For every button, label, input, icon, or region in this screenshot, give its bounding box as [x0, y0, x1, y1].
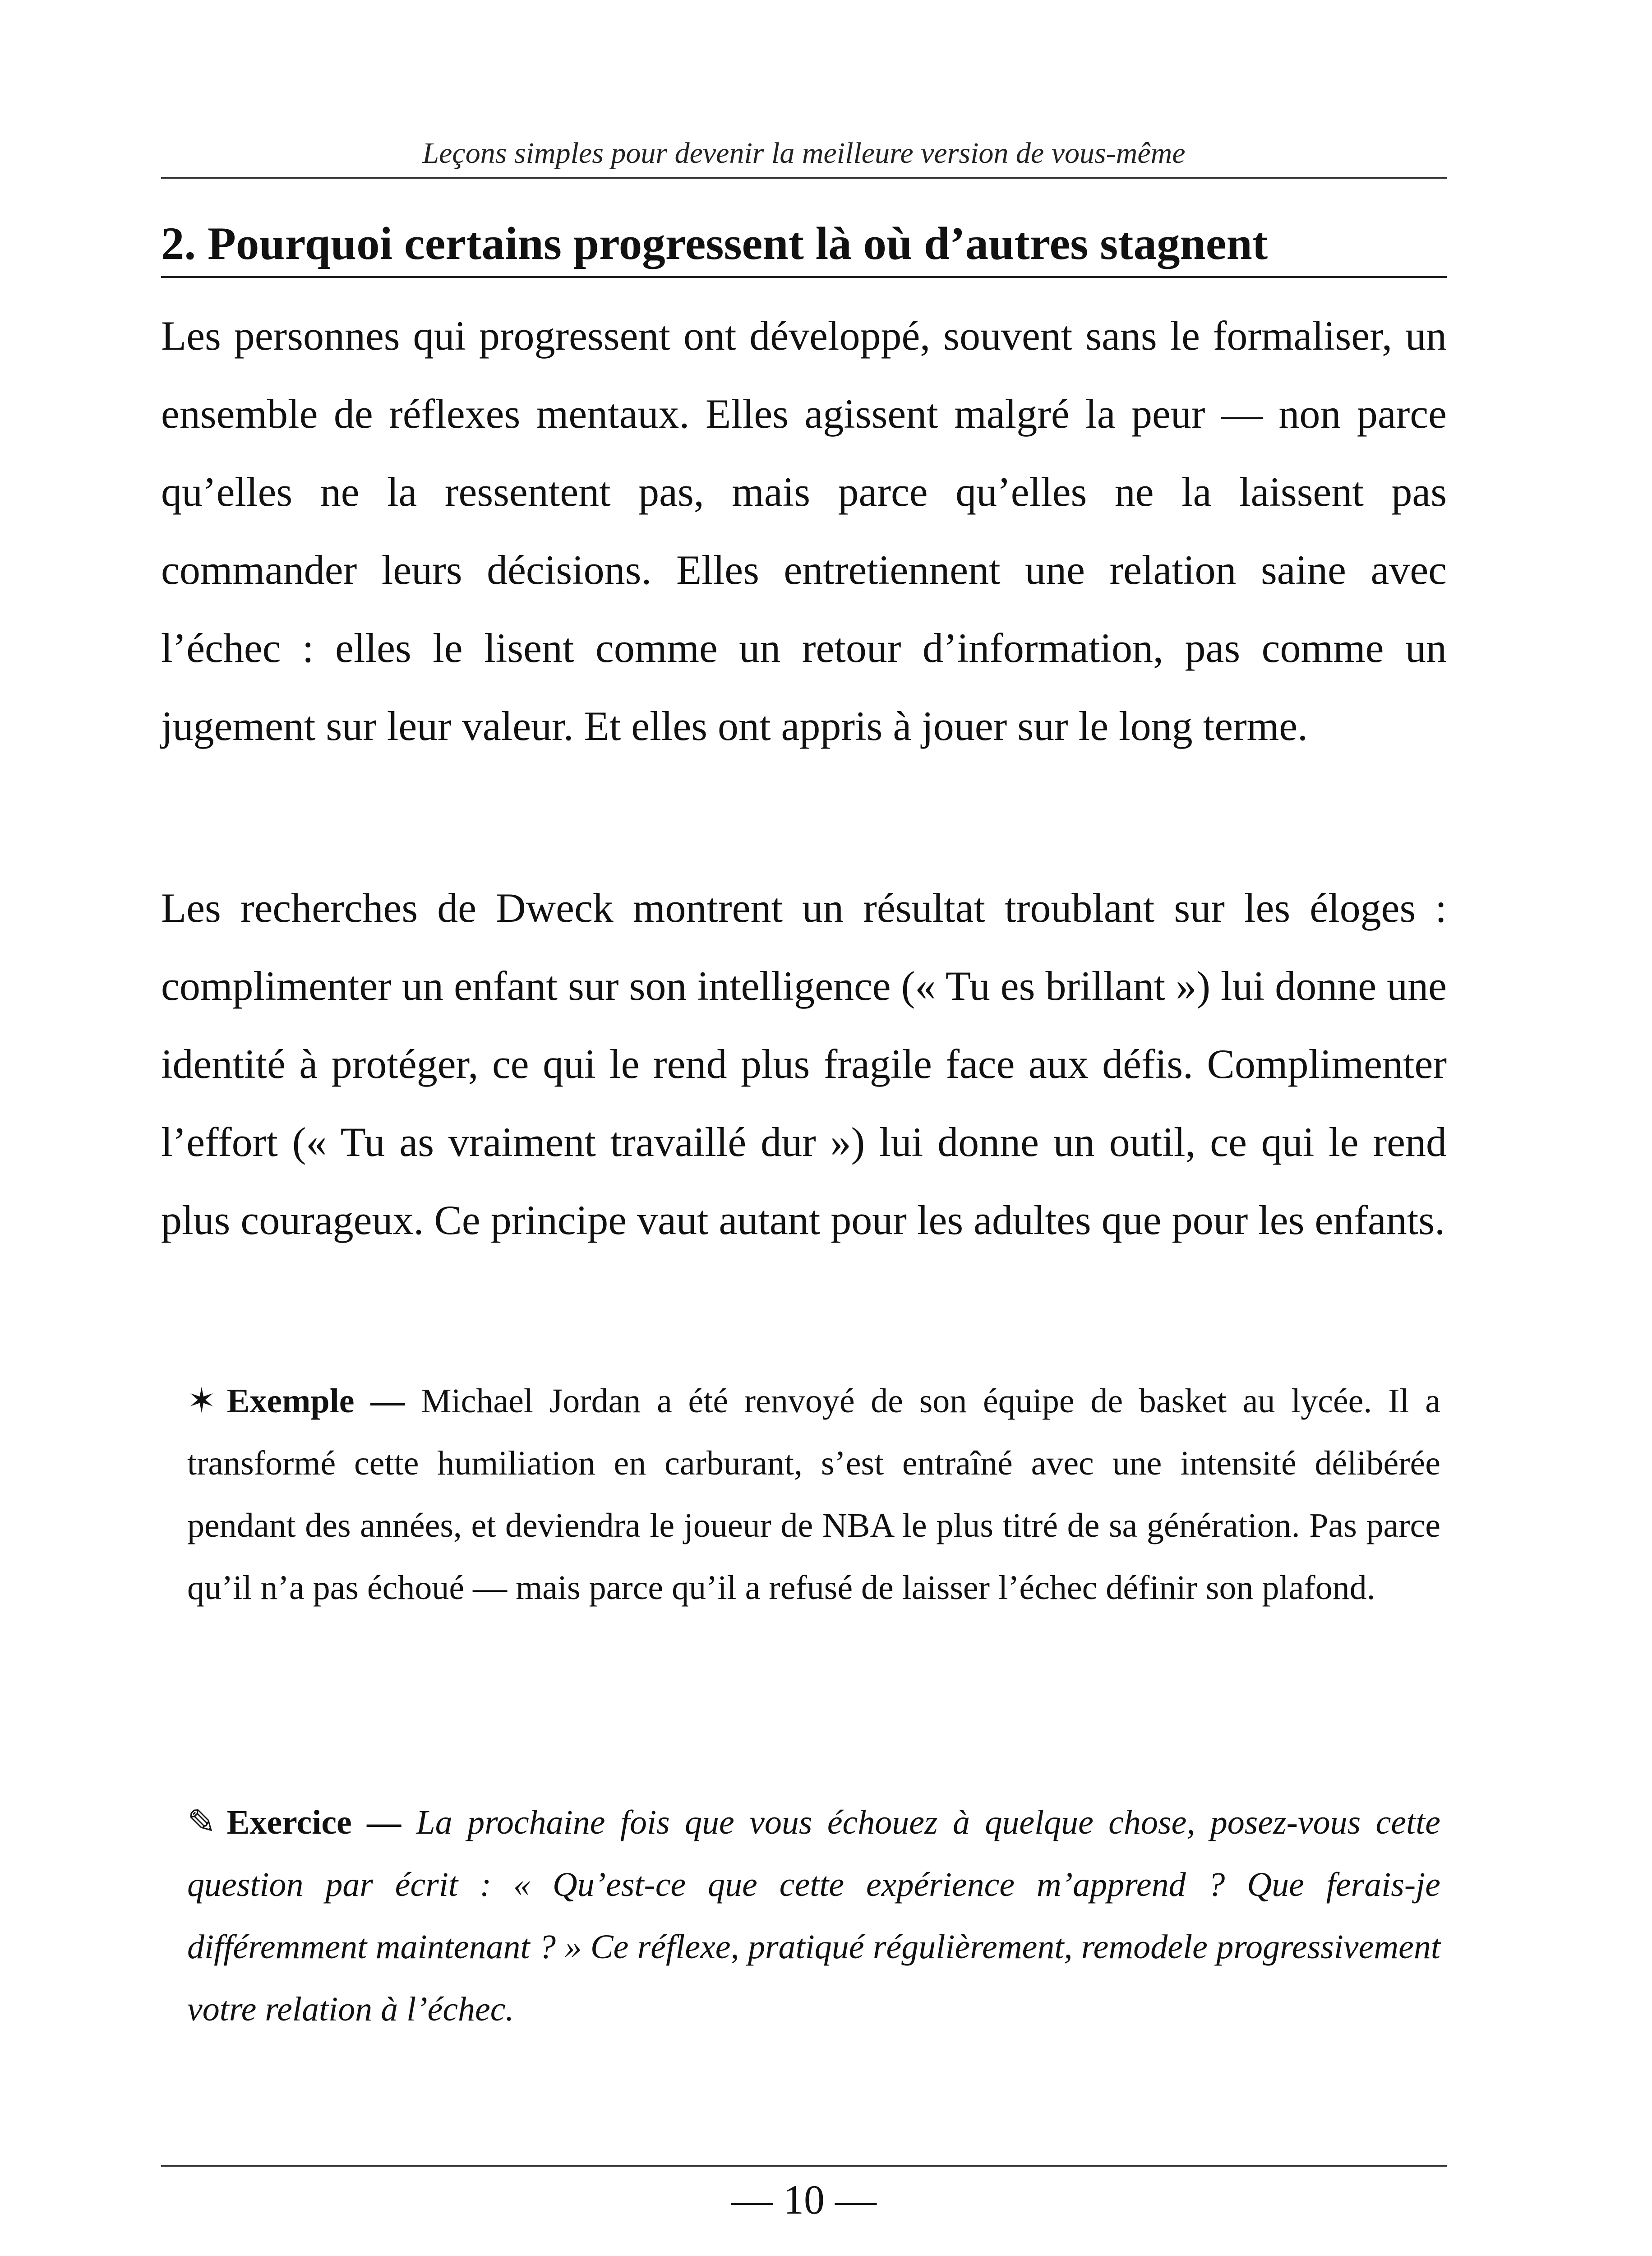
exercise-label: Exercice — — [226, 1803, 401, 1841]
pencil-icon: ✎ — [187, 1803, 216, 1841]
example-callout — [187, 1370, 1440, 1619]
section-title: 2. Pourquoi certains progressent là où d’autres stagnent — [161, 218, 1268, 269]
body-paragraph-1: Les personnes qui progressent ont développé, souvent sans le formaliser, un ensemble de réflexes mentaux. Elles agissent malgré la peur — non parce qu’elles ne la ressentent pas, mais parce qu’elles ne la laissent pas commander leurs décisions. Elles entretiennent une relation saine avec l’échec : elles le lisent comme un retour d’information, pas comme un jugement sur leur valeur. Et elles ont appris à jouer sur le long terme. — [161, 313, 1447, 749]
star-icon: ✶ — [187, 1382, 216, 1420]
header-divider — [161, 177, 1447, 179]
footer-divider — [161, 2165, 1447, 2167]
running-header: Leçons simples pour devenir la meilleure version de vous-même — [422, 137, 1186, 170]
example-text: Michael Jordan a été renvoyé de son équipe de basket au lycée. Il a transformé cette humiliation en carburant, s’est entraîné avec une intensité délibérée pendant des années, et deviendra le joueur de NBA le plus titré de sa génération. Pas parce qu’il n’a pas échoué — mais parce qu’il a refusé de laisser l’échec définir son plafond. — [187, 1382, 1441, 1607]
exercise-callout — [187, 1791, 1440, 2040]
page-number: — 10 — — [731, 2177, 877, 2223]
exercise-text: La prochaine fois que vous échouez à quelque chose, posez-vous cette question par écrit : « Qu’est-ce que cette expérience m’apprend ? Que ferais-je différemment maintenant ? » Ce réflexe, pratiqué régulièrement, remodele progressivement votre relation à l’échec. — [187, 1803, 1440, 2028]
document-page — [161, 0, 1447, 2256]
example-label: Exemple — — [226, 1382, 405, 1420]
body-paragraph-2: Les recherches de Dweck montrent un résultat troublant sur les éloges : complimenter un enfant sur son intelligence (« Tu es brillant ») lui donne une identité à protéger, ce qui le rend plus fragile face aux défis. Complimenter l’effort (« Tu as vraiment travaillé dur ») lui donne un outil, ce qui le rend plus courageux. Ce principe vaut autant pour les adultes que pour les enfants. — [161, 885, 1447, 1243]
title-underline — [161, 276, 1447, 278]
